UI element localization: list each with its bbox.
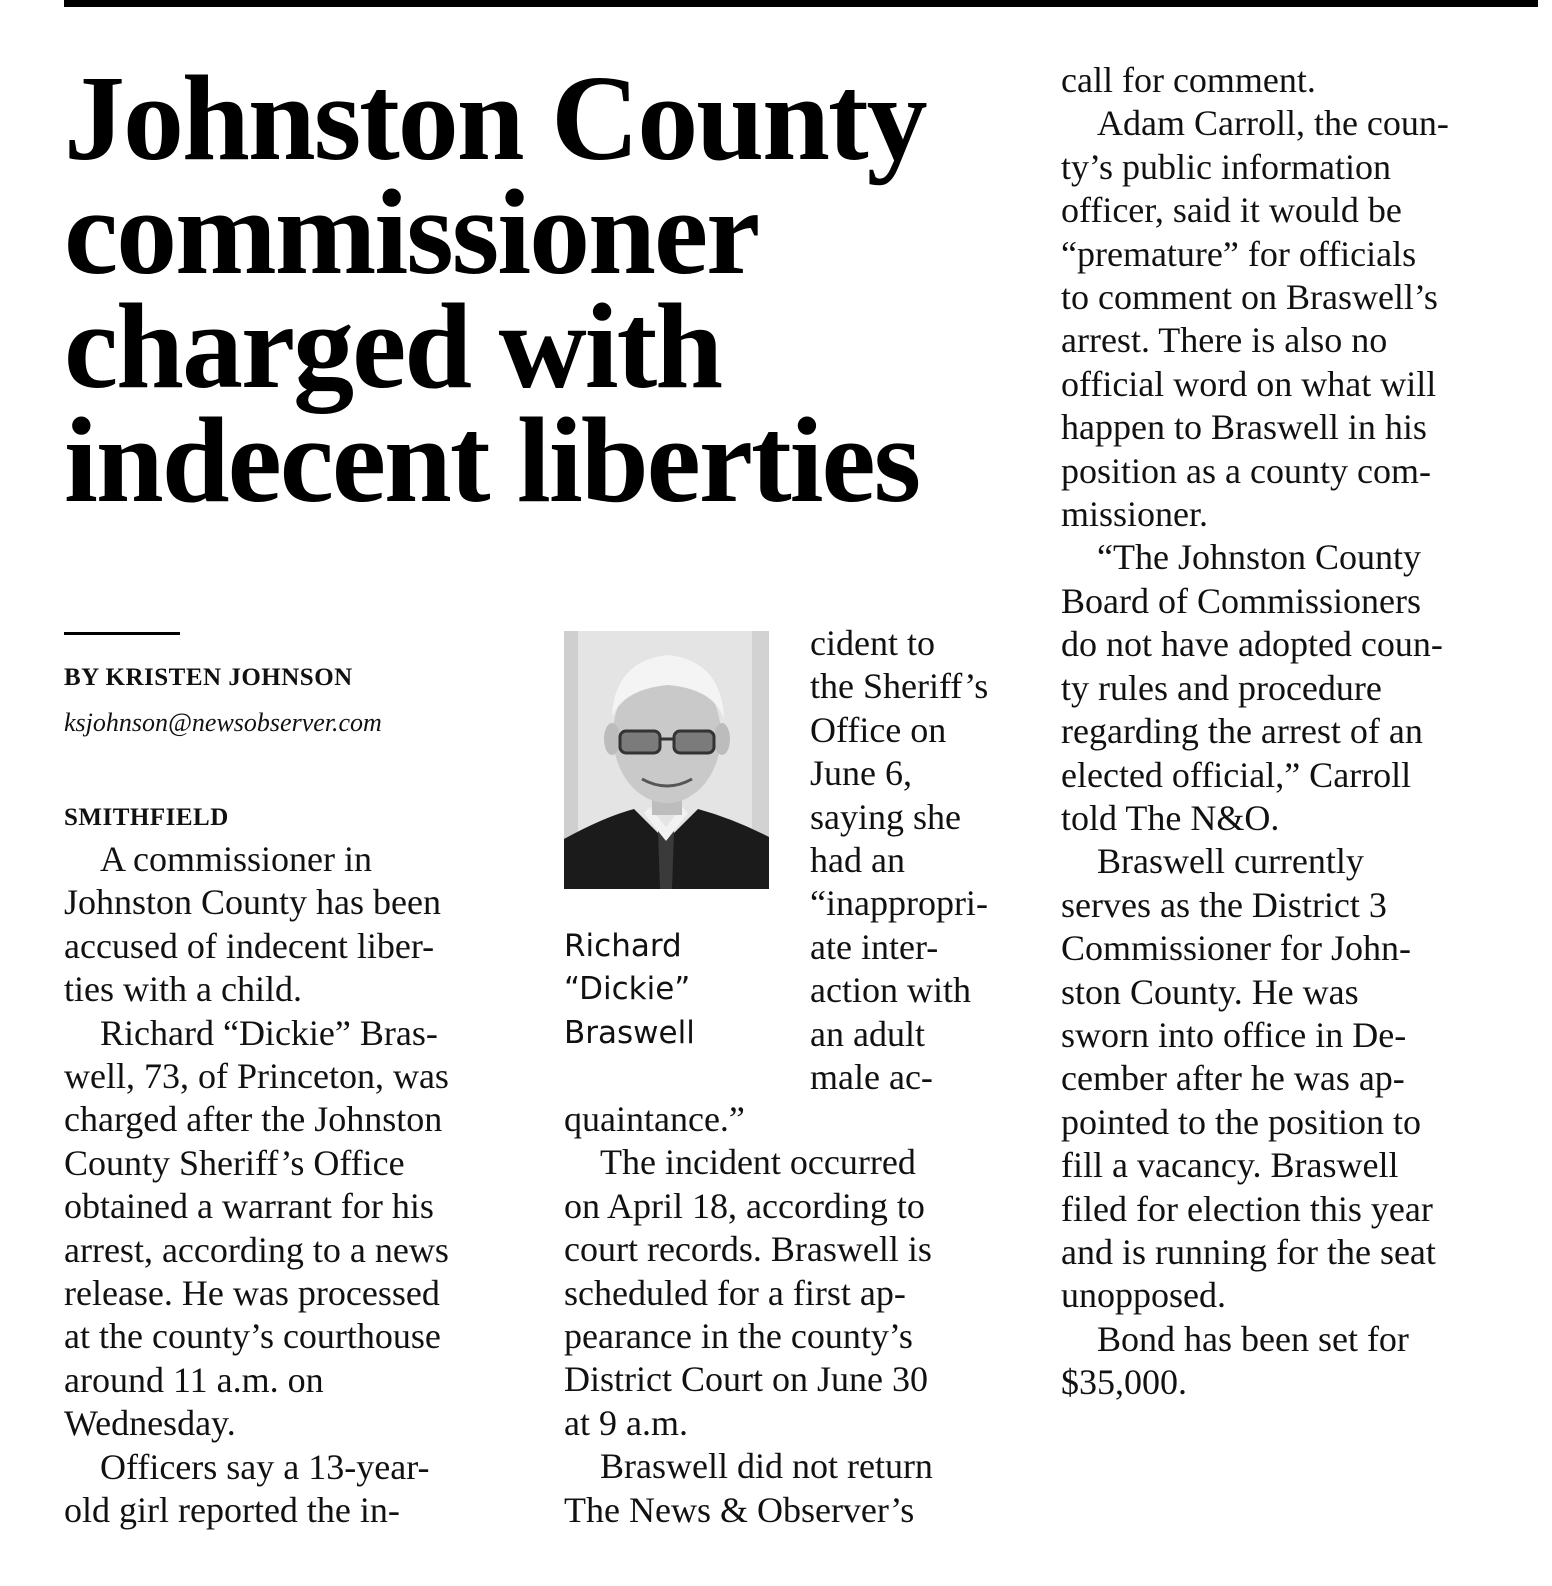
text-line: Richard “Dickie” Bras-: [100, 1012, 438, 1053]
text-line: Officers say a 13-year-: [100, 1446, 430, 1487]
paragraph: [564, 1098, 1034, 1141]
text-line: happen to Braswell in his: [1061, 407, 1427, 448]
text-line: missioner.: [1061, 494, 1209, 535]
text-line: Commissioner for John-: [1061, 928, 1411, 969]
text-line: elected official,” Carroll: [1061, 754, 1412, 795]
portrait-illustration: [564, 631, 769, 889]
text-line: accused of indecent liber-: [64, 925, 435, 966]
text-line: had an: [810, 840, 905, 881]
text-line: The incident occurred: [600, 1142, 916, 1183]
text-line: male ac-: [810, 1057, 933, 1098]
text-line: at the county’s courthouse: [64, 1316, 441, 1357]
text-line: an adult: [810, 1013, 925, 1054]
text-line: saying she: [810, 796, 961, 837]
text-line: and is running for the seat: [1061, 1231, 1436, 1272]
text-line: quaintance.”: [564, 1099, 745, 1139]
text-line: obtained a warrant for his: [64, 1186, 434, 1227]
text-line: cember after he was ap-: [1061, 1058, 1405, 1099]
paragraph: [564, 1141, 1034, 1445]
paragraph: [64, 1446, 529, 1533]
text-line: Johnston County has been: [64, 882, 441, 923]
paragraph: [64, 838, 529, 1012]
text-line: the Sheriff’s: [810, 666, 989, 707]
text-line: Bond has been set for: [1097, 1318, 1409, 1359]
text-line: old girl reported the in-: [64, 1490, 400, 1531]
text-line: District Court on June 30: [564, 1359, 928, 1400]
photo-caption: [564, 925, 794, 1055]
text-line: release. He was processed: [64, 1273, 440, 1314]
text-line: sworn into office in De-: [1061, 1014, 1407, 1055]
column-2-beside-photo: [810, 622, 1040, 1099]
text-line: arrest. There is also no: [1061, 320, 1388, 361]
dateline: SMITHFIELD: [64, 804, 229, 831]
text-line: Adam Carroll, the coun-: [1097, 103, 1449, 144]
text-line: unopposed.: [1061, 1275, 1226, 1316]
text-line: position as a county com-: [1061, 450, 1431, 491]
text-line: action with: [810, 970, 971, 1011]
text-line: ate inter-: [810, 926, 939, 967]
text-line: serves as the District 3: [1061, 884, 1387, 925]
text-line: County Sheriff’s Office: [64, 1142, 405, 1183]
text-line: Braswell currently: [1097, 841, 1364, 882]
text-line: told The N&O.: [1061, 797, 1280, 838]
top-rule: [64, 0, 1538, 7]
text-line: call for comment.: [1061, 60, 1316, 100]
byline: BY KRISTEN JOHNSON: [64, 664, 353, 691]
text-line: fill a vacancy. Braswell: [1061, 1145, 1399, 1186]
text-line: around 11 a.m. on: [64, 1359, 324, 1400]
text-line: “inappropri-: [810, 883, 988, 924]
text-line: scheduled for a first ap-: [564, 1272, 906, 1313]
text-line: Office on: [810, 709, 947, 750]
headline-line: Johnston County: [64, 51, 926, 186]
text-line: do not have adopted coun-: [1061, 624, 1443, 665]
caption-line: Braswell: [564, 1014, 695, 1051]
headline-line: indecent liberties: [64, 393, 920, 528]
text-line: regarding the arrest of an: [1061, 711, 1423, 752]
text-line: charged after the Johnston: [64, 1099, 443, 1140]
text-line: official word on what will: [1061, 363, 1437, 404]
paragraph: [1061, 59, 1531, 102]
text-line: Board of Commissioners: [1061, 580, 1421, 621]
text-line: arrest, according to a news: [64, 1229, 449, 1270]
text-line: well, 73, of Princeton, was: [64, 1056, 449, 1097]
text-line: court records. Braswell is: [564, 1229, 932, 1270]
text-line: The News & Observer’s: [564, 1489, 915, 1530]
caption-line: Richard: [564, 928, 682, 964]
text-line: Wednesday.: [64, 1403, 236, 1444]
headline: [64, 51, 1024, 528]
caption-line: “Dickie”: [564, 971, 691, 1008]
text-line: to comment on Braswell’s: [1061, 277, 1438, 318]
text-line: ston County. He was: [1061, 971, 1359, 1012]
portrait-photo: [564, 631, 769, 889]
text-line: “The Johnston County: [1097, 537, 1421, 578]
text-line: pearance in the county’s: [564, 1316, 913, 1357]
text-line: filed for election this year: [1061, 1188, 1433, 1229]
text-line: “premature” for officials: [1061, 233, 1417, 274]
text-line: on April 18, according to: [564, 1185, 925, 1226]
text-line: ty rules and procedure: [1061, 667, 1382, 708]
paragraph: [1061, 840, 1531, 1317]
text-line: at 9 a.m.: [564, 1402, 688, 1443]
paragraph: [1061, 1318, 1531, 1405]
text-line: A commissioner in: [100, 839, 372, 879]
headline-line: commissioner: [64, 165, 759, 300]
text-line: June 6,: [810, 753, 912, 794]
headline-line: charged with: [64, 279, 722, 414]
text-line: officer, said it would be: [1061, 190, 1402, 231]
text-line: Braswell did not return: [600, 1446, 933, 1487]
paragraph: [1061, 102, 1531, 536]
text-line: ties with a child.: [64, 969, 302, 1010]
text-line: ty’s public information: [1061, 146, 1391, 187]
text-line: $35,000.: [1061, 1362, 1187, 1403]
text-line: cident to: [810, 623, 935, 663]
column-2: [564, 1098, 1034, 1532]
text-line: pointed to the position to: [1061, 1101, 1421, 1142]
author-email[interactable]: ksjohnson@newsobserver.com: [64, 708, 382, 737]
column-1: [64, 838, 529, 1533]
paragraph: [564, 1445, 1034, 1532]
paragraph: [64, 1012, 529, 1446]
paragraph: [1061, 536, 1531, 840]
byline-rule: [64, 632, 180, 635]
column-3: [1061, 59, 1531, 1405]
